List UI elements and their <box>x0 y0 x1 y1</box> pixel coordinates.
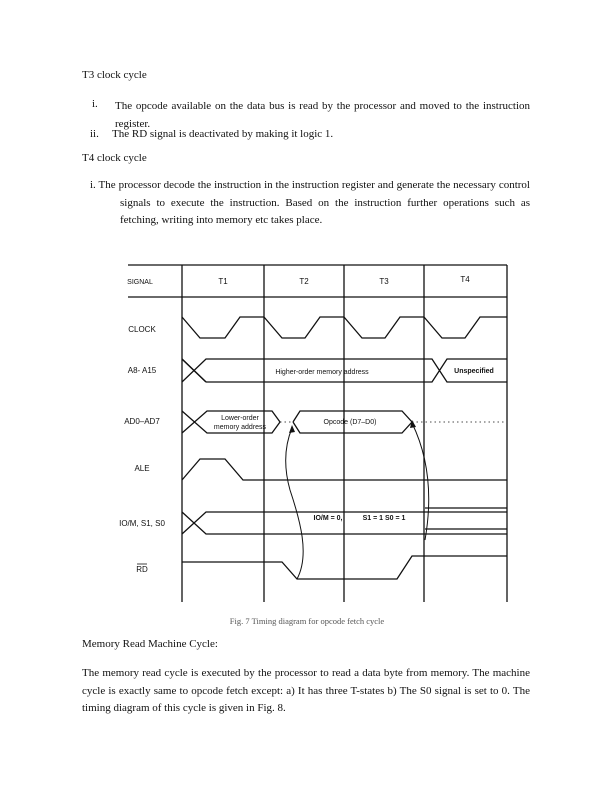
signal-ad0-ad7: AD0–AD7 <box>124 417 160 426</box>
list-text: The RD signal is deactivated by making it logic 1. <box>112 128 334 140</box>
list-marker: i. <box>90 179 96 191</box>
signal-rd: RD <box>136 565 148 574</box>
label-status: S1 = 1 S0 = 1 <box>362 515 406 522</box>
arrow-rd-to-opcode <box>286 428 304 579</box>
figure-caption: Fig. 7 Timing diagram for opcode fetch cycle <box>229 616 385 626</box>
t4-heading: T4 clock cycle <box>82 152 147 164</box>
header-t2: T2 <box>299 277 309 286</box>
header-t4: T4 <box>460 275 470 284</box>
list-text: The processor decode the instruction in the instruction register and generate the necessary control signals to execute the instruction. Based on the instruction further operations such as fetching, writing into memory etc takes place. <box>98 179 530 226</box>
list-marker: ii. <box>90 128 99 140</box>
list-text: The opcode available on the data bus is read by the processor and moved to the instruction register. <box>115 100 530 130</box>
label-lower-order-2: memory address <box>213 424 267 431</box>
label-unspecified: Unspecified <box>454 368 494 375</box>
header-signal: SIGNAL <box>127 279 153 286</box>
signal-clock: CLOCK <box>128 325 156 334</box>
t3-heading: T3 clock cycle <box>82 69 147 81</box>
label-lower-order-1: Lower-order <box>221 415 259 422</box>
arrowhead-icon <box>289 425 295 433</box>
label-higher-address: Higher-order memory address <box>275 369 369 376</box>
signal-a8-a15: A8- A15 <box>127 366 157 375</box>
signal-iom: IO/M, S1, S0 <box>119 519 165 528</box>
list-marker: i. <box>92 98 98 110</box>
memory-read-heading: Memory Read Machine Cycle: <box>82 638 218 650</box>
memory-read-paragraph: The memory read cycle is executed by the processor to read a data byte from memory. The machine cycle is exactly same to opcode fetch except: a) It has three T-states b) The S0 signal is set to 0. The timing diagram of this cycle is given in Fig. 8. <box>82 667 530 714</box>
label-opcode: Opcode (D7–D0) <box>323 419 377 426</box>
signal-ale: ALE <box>134 464 150 473</box>
label-iom: IO/M = 0, <box>313 515 343 522</box>
header-t1: T1 <box>218 277 228 286</box>
header-t3: T3 <box>379 277 389 286</box>
arrow-rd-to-opcode-end <box>412 423 429 540</box>
